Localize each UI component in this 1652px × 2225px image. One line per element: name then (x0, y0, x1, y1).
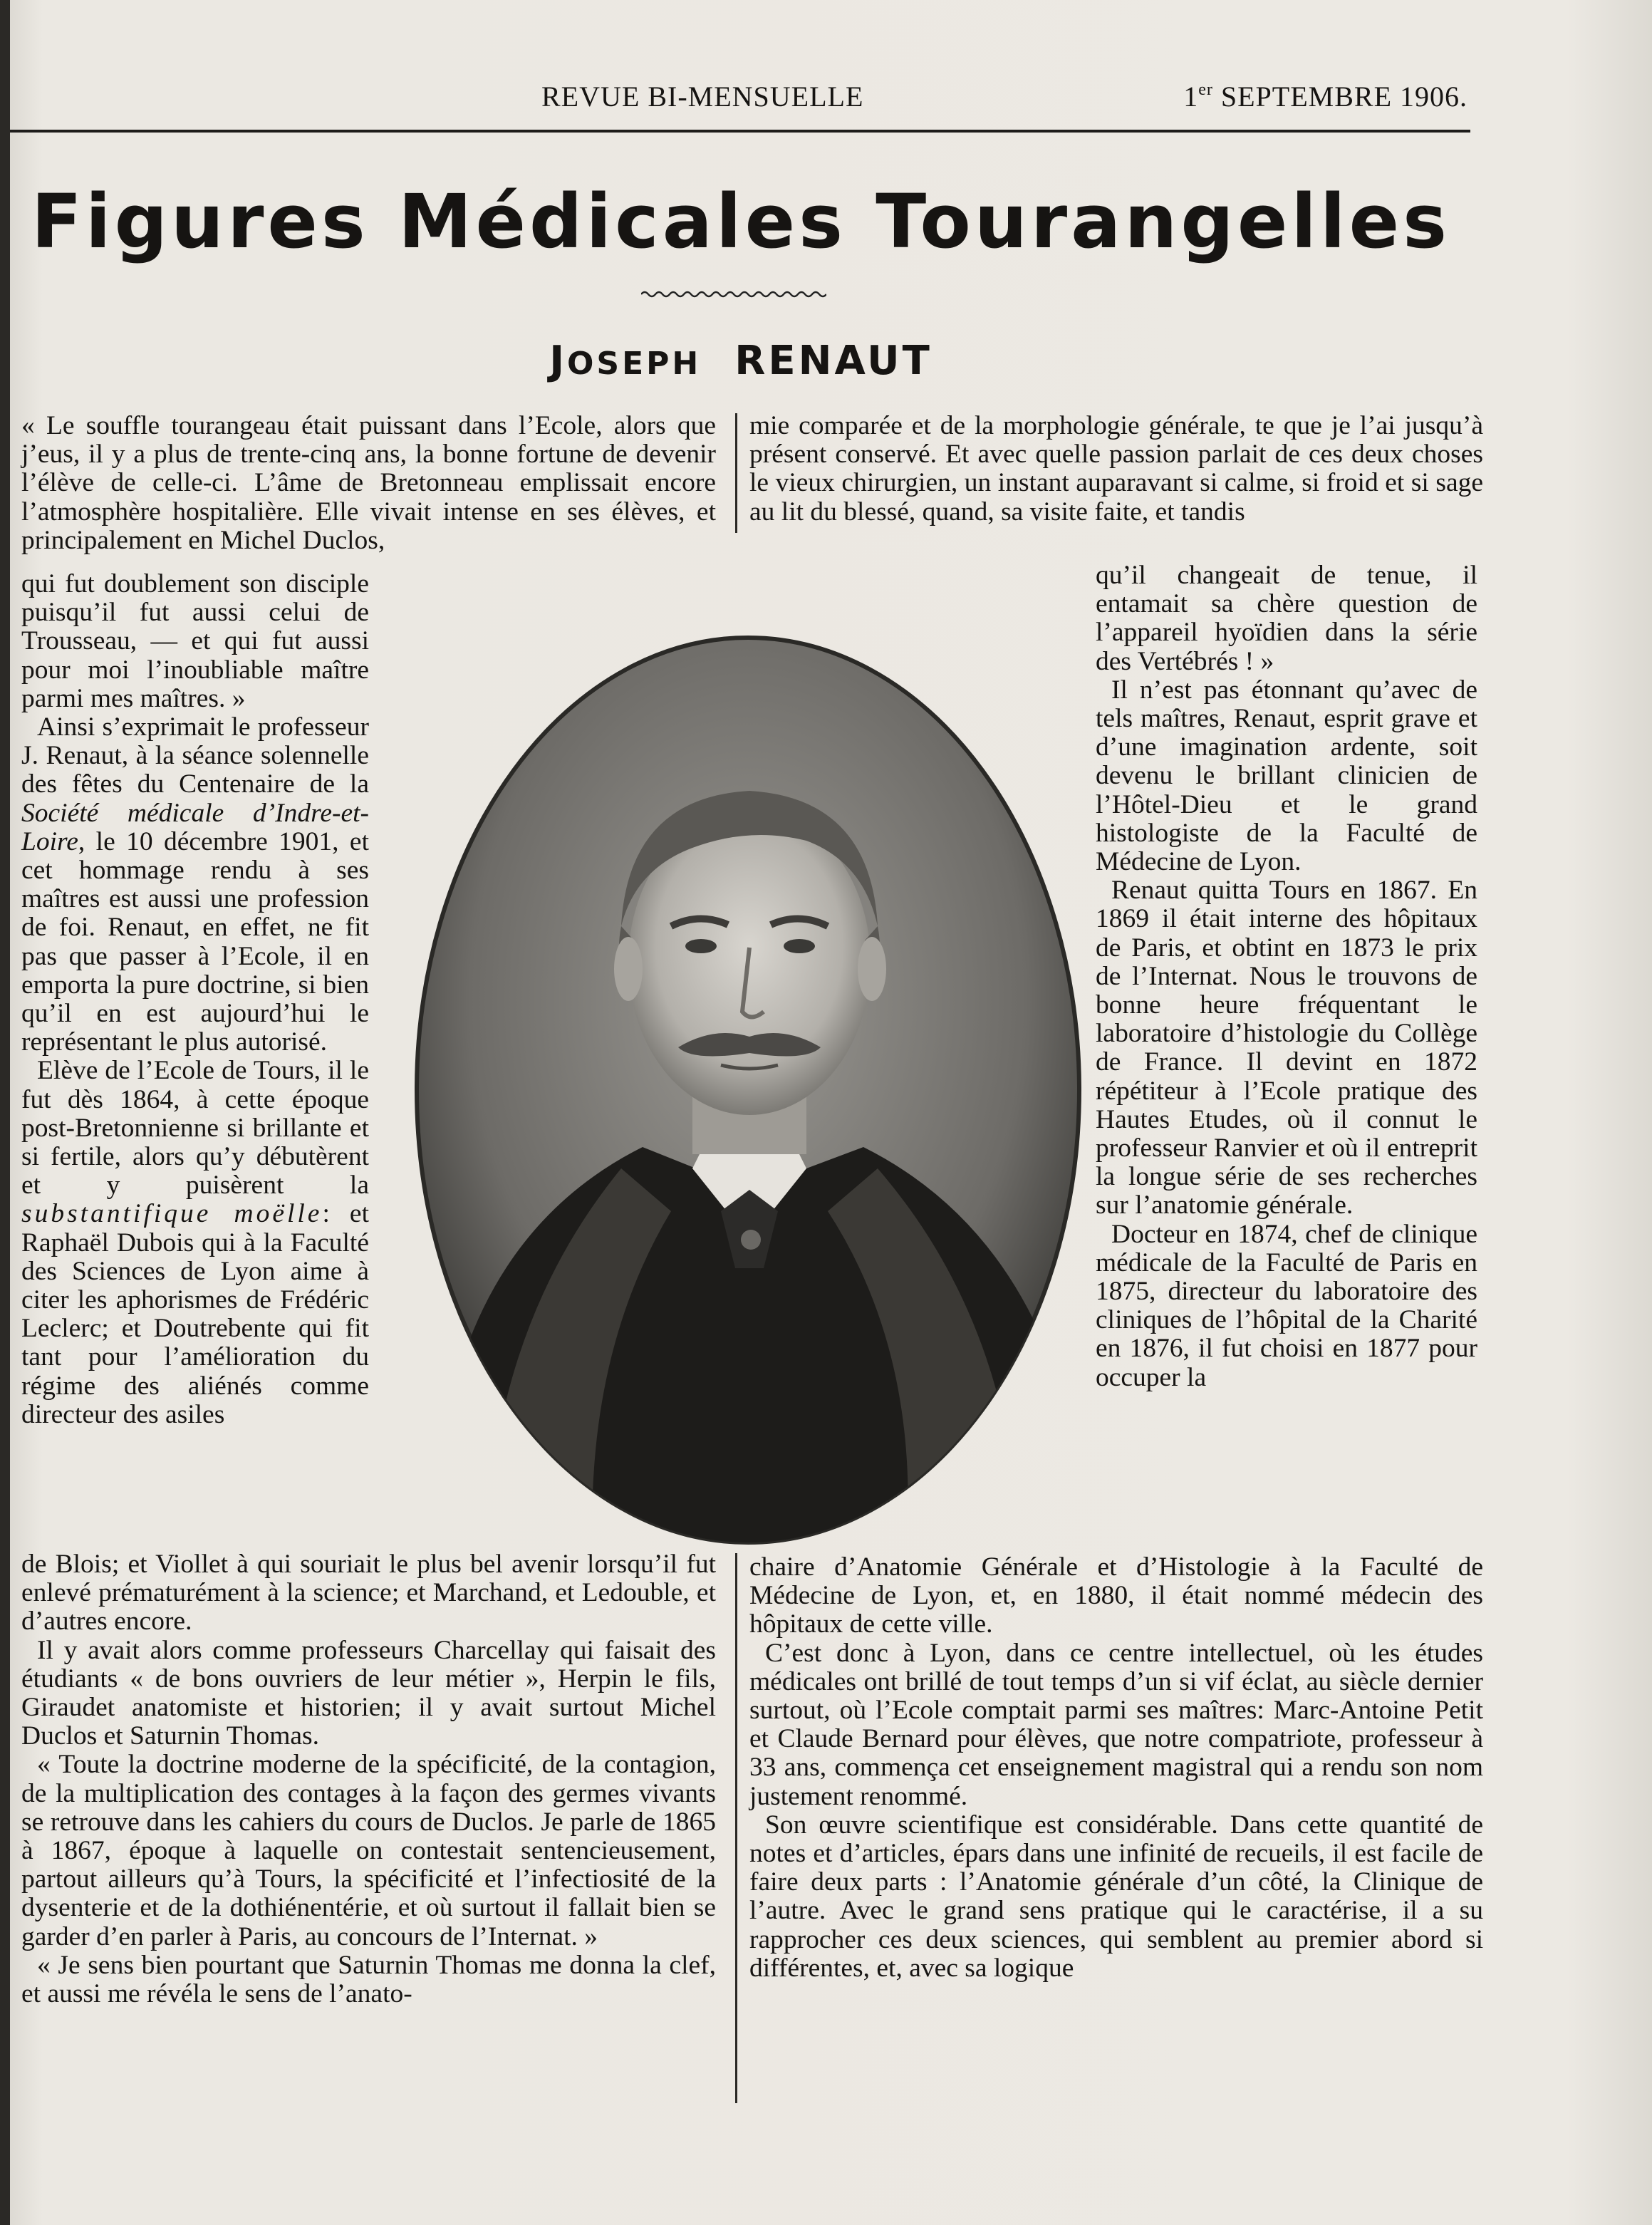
column-rule-top (735, 413, 737, 533)
right-column-bottom (749, 1553, 1483, 1983)
paragraph: chaire d’Anatomie Générale et d’Histologie à la Faculté de Médecine de Lyon, et, en 1880, il était nommé médecin des hôpitaux de cette ville. (749, 1552, 1483, 1639)
paragraph: Docteur en 1874, chef de clinique médicale de la Faculté de Paris en 1875, directeur du laboratoire des cliniques de l’hôpital de la Charité en 1876, il fut choisi en 1877 pour occuper la (1096, 1219, 1477, 1392)
article-subject: JOSEPH RENAUT (549, 338, 933, 384)
paragraph: « Je sens bien pourtant que Saturnin Thomas me donna la clef, et aussi me révéla le sens de l’anato- (21, 1950, 716, 2009)
portrait-photograph (407, 627, 1089, 1553)
header-rule (10, 130, 1470, 133)
right-column-narrow (1096, 561, 1477, 1392)
column-rule-bottom (735, 1553, 737, 2103)
paragraph: Ainsi s’exprimait le professeur J. Renaut, à la séance solennelle des fêtes du Centenaire de la Société médicale d’Indre-et-Loire, le 10 décembre 1901, et cet hommage rendu à ses maîtres est aussi une profession de foi. Renaut, en effet, ne fit pas que passer à l’Ecole, il en emporta la pure doctrine, si bien qu’il en est aujourd’hui le représentant le plus autorisé. (21, 712, 369, 1057)
paragraph: de Blois; et Viollet à qui souriait le plus bel avenir lorsqu’il fut enlevé prématurément à la science; et Marchand, et Ledouble, et d’autres encore. (21, 1550, 716, 1637)
issue-date: 1er SEPTEMBRE 1906. (1183, 81, 1467, 113)
article-title: Figures Médicales Tourangelles (31, 178, 1451, 265)
paragraph: mie comparée et de la morphologie générale, te que je l’ai jusqu’à présent conservé. Et avec quelle passion parlait de ces deux choses le vieux chirurgien, un instant auparavant si calme, si froid et si sage au lit du blessé, quand, sa visite faite, et tandis (749, 411, 1483, 527)
running-header (520, 80, 1467, 120)
left-column-narrow (21, 570, 369, 1429)
paragraph: « Toute la doctrine moderne de la spécificité, de la contagion, de la multiplication des contages à la façon des germes vivants se retrouve dans les cahiers du cours de Duclos. Je parle de 1865 à 1867, époque à laquelle on contestait sentencieusement, partout ailleurs qu’à Tours, la spécificité et l’infectiosité de la dysenterie et de la dothiénentérie, et où surtout il fallait bien se garder d’en parler à Paris, au concours de l’Internat. » (21, 1750, 716, 1951)
paragraph: Renaut quitta Tours en 1867. En 1869 il était interne des hôpitaux de Paris, et obtint en 1873 le prix de l’Internat. Nous le trouvons de bonne heure fréquentant le laboratoire d’histologie du Collège de France. Il devint en 1872 répétiteur à l’Ecole pratique des Hautes Etudes, où il connut le professeur Ranvier et où il entreprit la longue série de ses recherches sur l’anatomie générale. (1096, 876, 1477, 1220)
publication-name: REVUE BI-MENSUELLE (541, 81, 864, 113)
paragraph: qui fut doublement son disciple puisqu’il fut aussi celui de Trousseau, — et qui fut aussi pour moi l’inoubliable maître parmi mes maîtres. » (21, 569, 369, 713)
paragraph: C’est donc à Lyon, dans ce centre intellectuel, où les études médicales ont brillé de tout temps d’un si vif éclat, au siècle dernier surtout, où l’Ecole comptait parmi ses maîtres: Marc-Antoine Petit et Claude Bernard pour élèves, que notre compatriote, professeur à 33 ans, commença cet enseignement magistral qui a rendu son nom justement renommé. (749, 1638, 1483, 1811)
paragraph: « Le souffle tourangeau était puissant dans l’Ecole, alors que j’eus, il y a plus de trente-cinq ans, la bonne fortune de devenir l’élève de celle-ci. L’âme de Bretonneau emplissait encore l’atmosphère hospitalière. Elle vivait intense en ses élèves, et principalement en Michel Duclos, (21, 411, 716, 555)
paragraph: Elève de l’Ecole de Tours, il le fut dès 1864, à cette époque post-Bretonnienne si brillante et si fertile, alors qu’y débutèrent et y puisèrent la substantifique moëlle: et Raphaël Dubois qui à la Faculté des Sciences de Lyon aime à citer les aphorismes de Frédéric Leclerc; et Doutrebente qui fit tant pour l’amélioration du régime des aliénés comme directeur des asiles (21, 1056, 369, 1429)
binding-edge (0, 0, 10, 2225)
title-ornament (641, 289, 826, 300)
right-column-top (749, 412, 1483, 527)
paragraph: Son œuvre scientifique est considérable. Dans cette quantité de notes et d’articles, épars dans une infinité de recueils, il est facile de faire deux parts : l’Anatomie générale d’un côté, la Clinique de l’autre. Avec le grand sens pratique qui le caractérise, il a su rapprocher ces deux sciences, qui semblent au premier abord si différentes, et, avec sa logique (749, 1810, 1483, 1983)
paragraph: Il n’est pas étonnant qu’avec de tels maîtres, Renaut, esprit grave et d’une imagination ardente, soit devenu le brillant clinicien de l’Hôtel-Dieu et le grand histologiste de la Faculté de Médecine de Lyon. (1096, 675, 1477, 877)
left-column-top (21, 412, 716, 555)
paragraph: Il y avait alors comme professeurs Charcellay qui faisait des étudiants « de bons ouvriers de leur métier », Herpin le fils, Giraudet anatomiste et historien; il y avait surtout Michel Duclos et Saturnin Thomas. (21, 1635, 716, 1751)
paragraph: qu’il changeait de tenue, il entamait sa chère question de l’appareil hyoïdien dans la série des Vertébrés ! » (1096, 561, 1477, 676)
left-column-bottom (21, 1550, 716, 2008)
